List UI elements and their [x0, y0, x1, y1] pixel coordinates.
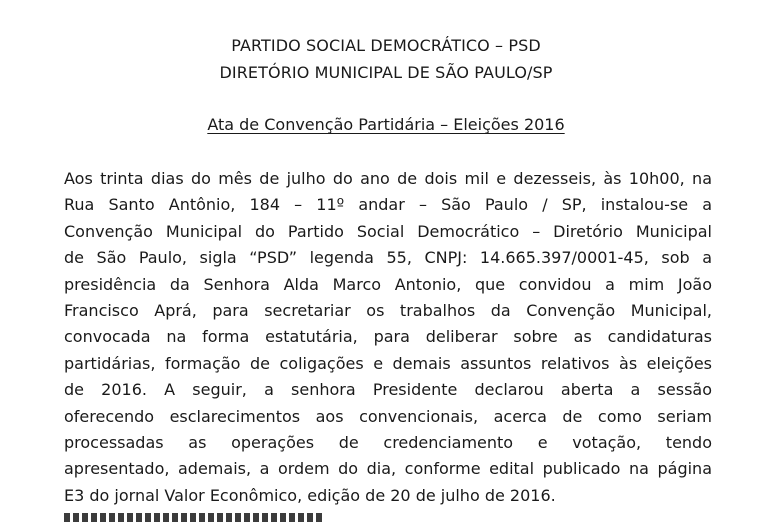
body-line: Rua Santo Antônio, 184 – 11º andar – São Paulo / SP, instalou-se a: [64, 195, 712, 215]
body-line: presidência da Senhora Alda Marco Antonio, que convidou a mim João: [64, 274, 712, 294]
document-subtitle-text: Ata de Convenção Partidária – Eleições 2016: [207, 115, 565, 134]
body-line: oferecendo esclarecimentos aos convencionais, acerca de como seriam: [64, 406, 712, 426]
body-line: convocada na forma estatutária, para deliberar sobre as candidaturas: [64, 327, 712, 347]
body-line: Aos trinta dias do mês de julho do ano de dois mil e dezesseis, às 10h00, na: [64, 169, 712, 188]
truncated-text-line: [64, 513, 324, 522]
body-line: de 2016. A seguir, a senhora Presidente declarou aberta a sessão: [64, 380, 712, 400]
body-line: processadas as operações de credenciamento e votação, tendo: [64, 432, 712, 452]
body-line: partidárias, formação de coligações e demais assuntos relativos às eleições: [64, 353, 712, 373]
body-line: apresentado, ademais, a ordem do dia, conforme edital publicado na página: [64, 459, 712, 479]
body-line: E3 do jornal Valor Econômico, edição de 20 de julho de 2016.: [64, 485, 556, 505]
header-party-name: PARTIDO SOCIAL DEMOCRÁTICO – PSD: [231, 36, 541, 55]
document-subtitle: [0, 115, 772, 134]
body-line: Francisco Aprá, para secretariar os trabalhos da Convenção Municipal,: [64, 300, 712, 320]
body-line: Convenção Municipal do Partido Social Democrático – Diretório Municipal: [64, 221, 712, 241]
minutes-body: [64, 166, 712, 509]
body-line: de São Paulo, sigla “PSD” legenda 55, CNPJ: 14.665.397/0001-45, sob a: [64, 248, 712, 268]
header-directory-name: DIRETÓRIO MUNICIPAL DE SÃO PAULO/SP: [219, 63, 553, 82]
